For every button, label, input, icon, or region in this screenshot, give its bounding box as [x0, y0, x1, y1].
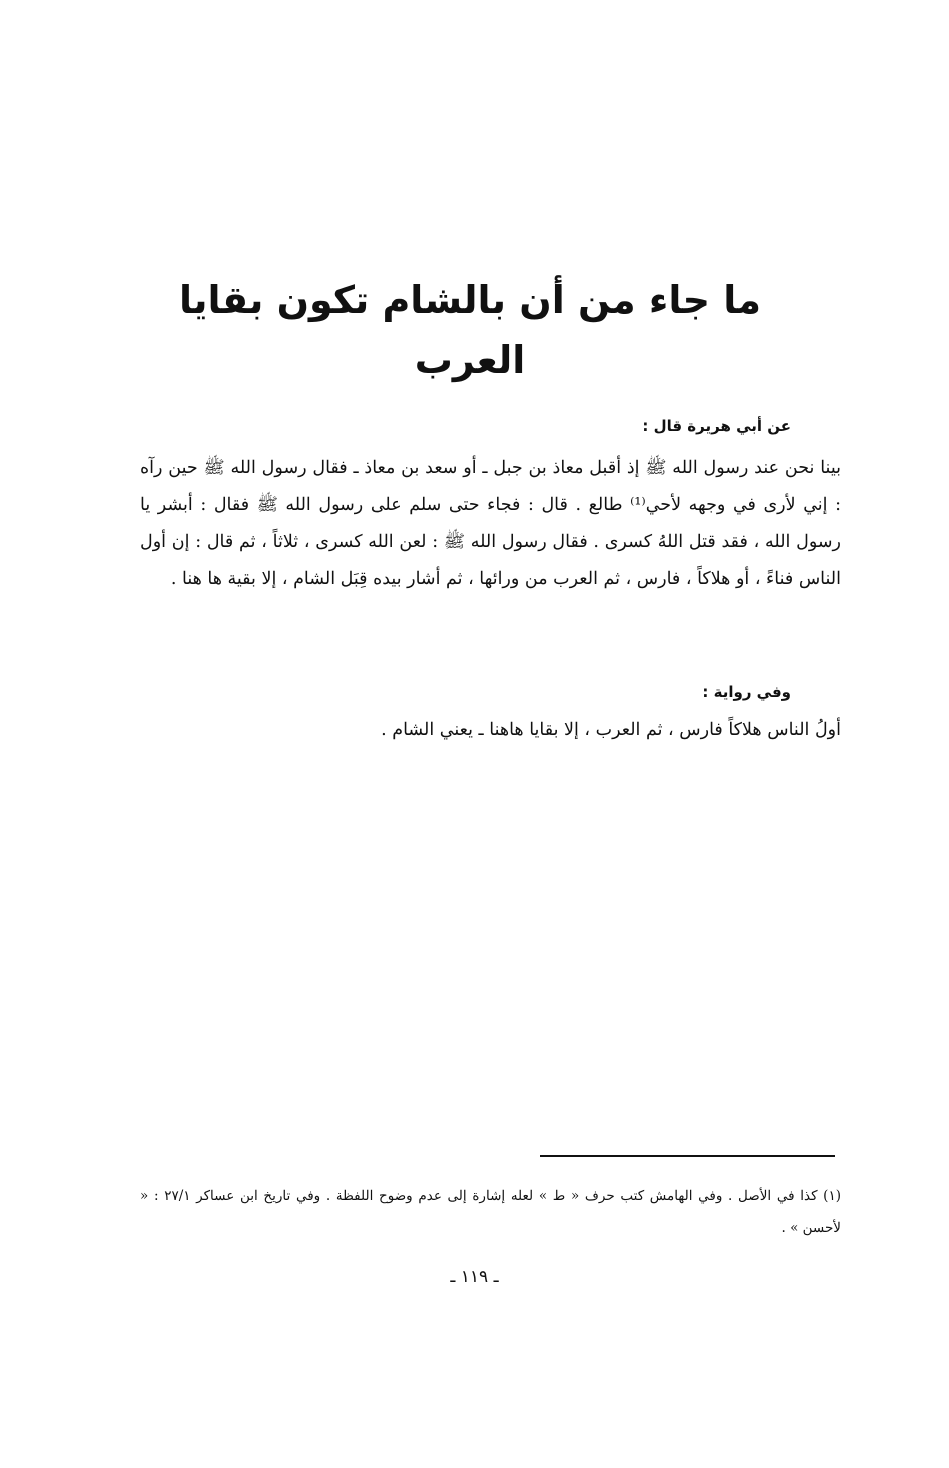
riwaya-label: وفي رواية : [702, 683, 791, 701]
hadith-paragraph [140, 450, 841, 598]
footnote: (١) كذا في الأصل . وفي الهامش كتب حرف « ط » لعله إشارة إلى عدم وضوح اللفظة . وفي تاريخ ابن عساكر ٢٧/١ : « لأحسن » . [140, 1188, 841, 1236]
chapter-title: ما جاء من أن بالشام تكون بقايا العرب [178, 278, 762, 382]
footnote-divider [540, 1155, 835, 1157]
narrator-line: عن أبي هريرة قال : [642, 417, 791, 435]
riwaya-text: أولُ الناس هلاكاً فارس ، ثم العرب ، إلا بقايا هاهنا ـ يعني الشام . [381, 720, 841, 740]
hadith-text: بينا نحن عند رسول الله ﷺ إذ أقبل معاذ بن جبل ـ أو سعد بن معاذ ـ فقال رسول الله ﷺ حين رآه : إني لأرى في وجهه لأحي⁽¹⁾ طالع . قال : فجاء حتى سلم على رسول الله ﷺ فقال : أبشر يا رسول الله ، فقد قتل اللهُ كسرى . فقال رسول الله ﷺ : لعن الله كسرى ، ثلاثاً ، ثم قال : إن أول الناس فناءً ، أو هلاكاً ، فارس ، ثم العرب من ورائها ، ثم أشار بيده قِبَل الشام ، إلا بقية ها هنا . [140, 458, 841, 589]
page-number: ـ ١١٩ ـ [450, 1267, 499, 1287]
